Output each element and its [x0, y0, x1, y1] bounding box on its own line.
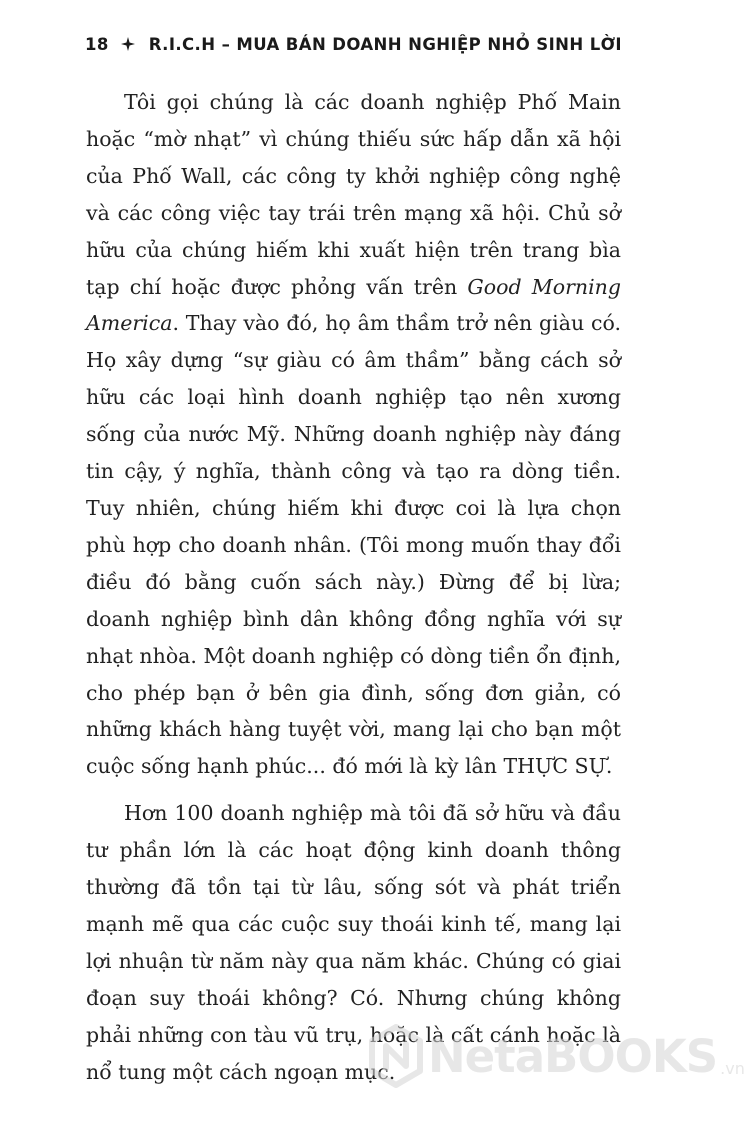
italic-title: Good Morning America	[86, 274, 621, 336]
paragraph-text: Tôi gọi chúng là các doanh nghiệp Phố Main hoặc “mờ nhạt” vì chúng thiếu sức hấp dẫn xã hội của Phố Wall, các công ty khởi nghiệp công nghệ và các công việc tay trái trên mạng xã hội. Chủ sở hữu của chúng hiếm khi xuất hiện trên trang bìa tạp chí hoặc được phỏng vấn trên	[86, 90, 621, 299]
watermark-suffix: .vn	[720, 1059, 745, 1078]
watermark-brand: NetaBOOKS	[428, 1029, 718, 1083]
paragraph-text: . Thay vào đó, họ âm thầm trở nên giàu có. Họ xây dựng “sự giàu có âm thầm” bằng cách sở hữu các loại hình doanh nghiệp tạo nên xương sống của nước Mỹ. Những doanh nghiệp này đáng tin cậy, ý nghĩa, thành công và tạo ra dòng tiền. Tuy nhiên, chúng hiếm khi được coi là lựa chọn phù hợp cho doanh nhân. (Tôi mong muốn thay đổi điều đó bằng cuốn sách này.) Đừng để bị lừa; doanh nghiệp bình dân không đồng nghĩa với sự nhạt nhòa. Một doanh nghiệp có dòng tiền ổn định, cho phép bạn ở bên gia đình, sống đơn giản, có những khách hàng tuyệt vời, mang lại cho bạn một cuộc sống hạnh phúc... đó mới là kỳ lân THỰC SỰ.	[86, 311, 621, 779]
running-title: R.I.C.H – MUA BÁN DOANH NGHIỆP NHỎ SINH LỜI	[148, 34, 622, 54]
paragraph	[86, 84, 621, 785]
body-text	[86, 84, 621, 1090]
watermark	[368, 1024, 745, 1088]
running-head	[85, 30, 622, 58]
page-number: 18	[85, 34, 109, 54]
netabooks-n-hexagon-icon	[368, 1024, 424, 1088]
paragraph: Hơn 100 doanh nghiệp mà tôi đã sở hữu và đầu tư phần lớn là các hoạt động kinh doanh thông thường đã tồn tại từ lâu, sống sót và phát triển mạnh mẽ qua các cuộc suy thoái kinh tế, mang lại lợi nhuận từ năm này qua năm khác. Chúng có giai đoạn suy thoái không? Có. Nhưng chúng không phải những con tàu vũ trụ, hoặc là cất cánh hoặc là nổ tung một cách ngoạn mục.	[86, 801, 621, 1084]
four-point-star-icon	[121, 37, 135, 51]
